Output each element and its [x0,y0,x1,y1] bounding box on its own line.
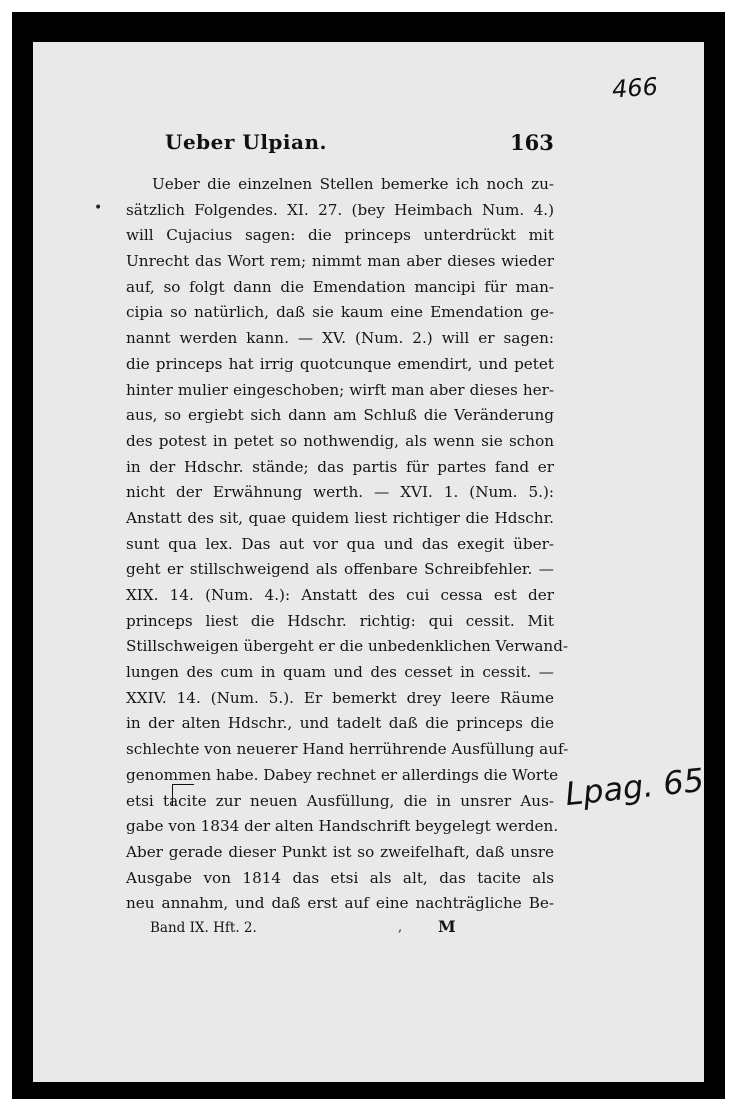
page-number: 163 [510,130,554,155]
text-line: hinter mulier eingeschoben; wirft man aber dieses her- [126,380,554,399]
text-line: auf, so folgt dann die Emendation mancipi für man- [126,277,554,296]
text-line: XIX. 14. (Num. 4.): Anstatt des cui cessa est der [126,586,554,604]
text-line: die princeps hat irrig quotcunque emendirt, und petet [126,354,554,373]
text-line: Ausgabe von 1814 das etsi als alt, das tacite als [126,868,554,887]
text-line: Ueber die einzelnen Stellen bemerke ich noch zu- [152,175,554,193]
text-line: Aber gerade dieser Punkt ist so zweifelhaft, daß unsre [126,842,554,861]
text-line: sunt qua lex. Das aut vor qua und das exegit über- [126,534,554,553]
handwritten-margin-note: Lpag. 65 [563,760,706,814]
text-line: in der alten Hdschr., und tadelt daß die princeps die [126,714,554,733]
text-line: gabe von 1834 der alten Handschrift beygelegt werden. [126,817,559,836]
text-line: geht er stillschweigend als offenbare Schreibfehler. — [126,560,554,579]
stray-mark: , [398,920,403,935]
text-line: schlechte von neuerer Hand herrührende Ausfüllung auf- [126,740,569,759]
text-line: princeps liest die Hdschr. richtig: qui cessit. Mit [126,611,554,630]
text-line: lungen des cum in quam und des cesset in cessit. — [126,663,554,682]
text-line: Anstatt des sit, quae quidem liest richtiger die Hdschr. [126,508,554,527]
running-title: Ueber Ulpian. [165,130,327,154]
text-line: in der Hdschr. stände; das partis für partes fand er [126,457,554,476]
text-line: nicht der Erwähnung werth. — XVI. 1. (Num. 5.): [126,483,554,502]
text-line: XXIV. 14. (Num. 5.). Er bemerkt drey leere Räume [126,688,554,707]
text-line: genommen habe. Dabey rechnet er allerdings die Worte [126,765,559,784]
text-line: cipia so natürlich, daß sie kaum eine Emendation ge- [126,303,554,322]
margin-dot: • [94,200,103,216]
text-line: etsi tacite zur neuen Ausfüllung, die in unsrer Aus- [126,791,554,810]
pencil-bracket-mark [172,784,194,806]
text-line: will Cujacius sagen: die princeps unterdrückt mit [126,226,554,245]
text-line: nannt werden kann. — XV. (Num. 2.) will er sagen: [126,329,554,348]
text-line: neu annahm, und daß erst auf eine nachträgliche Be- [126,894,554,913]
text-line: aus, so ergiebt sich dann am Schluß die Veränderung [126,406,554,425]
text-line: Unrecht das Wort rem; nimmt man aber dieses wieder [126,252,554,271]
text-line: des potest in petet so nothwendig, als wenn sie schon [126,431,554,450]
sheet-signature-mark: M [438,917,456,936]
printer-signature: Band IX. Hft. 2. [150,920,257,936]
text-line: Stillschweigen übergeht er die unbedenklichen Verwand- [126,637,569,656]
handwritten-folio-number: 466 [611,72,659,104]
text-line: sätzlich Folgendes. XI. 27. (bey Heimbach Num. 4.) [126,200,554,219]
